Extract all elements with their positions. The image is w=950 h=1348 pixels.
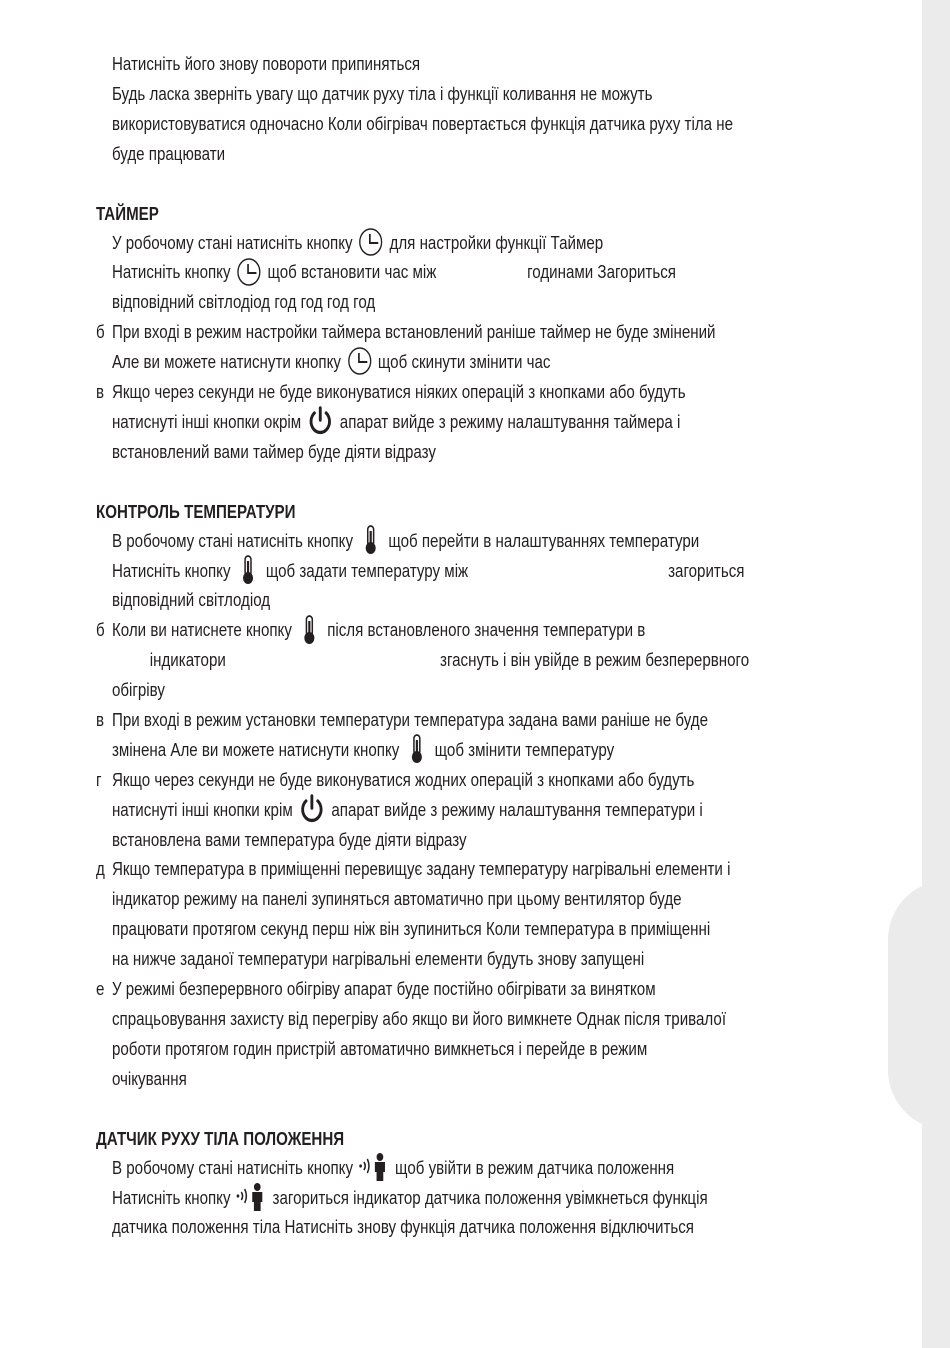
intro-line: Будь ласка зверніть увагу що датчик руху тіла і функції коливання не можуть	[111, 83, 653, 104]
temperature-line: обігріву	[111, 680, 165, 701]
temperature-line	[96, 646, 750, 676]
text: апарат вийде з режиму налаштування таймера і	[339, 411, 681, 432]
text: для настройки функції Таймер	[389, 232, 604, 253]
text: щоб задати температуру між	[265, 560, 469, 581]
motion-heading: ДАТЧИК РУХУ ТІЛА ПОЛОЖЕННЯ	[96, 1128, 345, 1149]
text: після встановленого значення температури в	[327, 620, 646, 641]
text: У режимі безперервного обігріву апарат буде постійно обігрівати за винятком	[111, 979, 656, 1000]
temperature-item	[96, 975, 734, 1005]
temperature-line: встановлена вами температура буде діяти відразу	[111, 829, 467, 850]
item-marker: б	[96, 620, 105, 641]
timer-item	[96, 378, 734, 408]
text: щоб увійти в режим датчика положення	[395, 1157, 675, 1178]
text: При вході в режим настройки таймера встановлений раніше таймер не буде змінений	[111, 322, 716, 343]
text: Натисніть кнопку	[111, 1187, 231, 1208]
motion-sensor-icon	[357, 1152, 391, 1182]
temperature-line: працювати протягом секунд перш ніж він зупиниться Коли температура в приміщенні	[111, 919, 711, 940]
item-marker: в	[96, 382, 105, 403]
timer-line	[96, 229, 734, 259]
intro-line: використовуватися одночасно Коли обігрівач повертається функція датчика руху тіла не	[111, 113, 734, 134]
item-marker: в	[96, 710, 105, 731]
timer-item	[96, 318, 734, 348]
temperature-line: на нижче заданої температури нагрівальні елементи будуть знову запущені	[111, 949, 645, 970]
page-side-tab	[888, 880, 950, 1130]
text: Якщо через секунди не буде виконуватися ніяких операцій з кнопками або будуть	[111, 382, 686, 403]
clock-icon	[345, 346, 374, 376]
power-icon	[305, 406, 335, 436]
text: Натисніть кнопку	[111, 560, 231, 581]
text: Натисніть кнопку	[111, 262, 231, 283]
temperature-item	[96, 616, 734, 646]
text: щоб скинути змінити час	[377, 352, 551, 373]
temperature-line: очікування	[111, 1068, 187, 1089]
timer-line	[96, 408, 734, 438]
thermometer-icon	[357, 525, 384, 555]
temperature-line: спрацьовування захисту від перегріву або якщо ви його вимкнете Однак після тривалої	[111, 1008, 727, 1029]
text: В робочому стані натисніть кнопку	[111, 1157, 354, 1178]
text: В робочому стані натисніть кнопку	[111, 530, 354, 551]
thermometer-icon	[404, 734, 431, 764]
motion-line: датчика положення тіла Натисніть знову функція датчика положення відключиться	[111, 1217, 695, 1238]
thermometer-icon	[296, 615, 323, 645]
text: загориться	[668, 560, 745, 581]
text: щоб перейти в налаштуваннях температури	[388, 530, 700, 551]
timer-line: відповідний світлодіод год год год год	[111, 292, 376, 313]
document-page	[96, 50, 856, 1243]
text: годинами Загориться	[527, 262, 676, 283]
temperature-item	[96, 706, 734, 736]
temperature-line: індикатор режиму на панелі зупиняться автоматично при цьому вентилятор буде	[111, 889, 682, 910]
thermometer-icon	[235, 555, 262, 585]
page-side-strip	[922, 0, 950, 1348]
text: Якщо через секунди не буде виконуватися жодних операцій з кнопками або будуть	[111, 769, 695, 790]
motion-line	[96, 1184, 734, 1214]
temperature-line	[96, 796, 734, 826]
text: змінена Але ви можете натиснути кнопку	[111, 739, 400, 760]
text: апарат вийде з режиму налаштування температури і	[331, 799, 703, 820]
item-marker: д	[96, 859, 105, 880]
text: згаснуть і він увійде в режим безперервного	[440, 650, 750, 671]
motion-sensor-icon	[235, 1182, 269, 1212]
text: щоб змінити температуру	[434, 739, 615, 760]
clock-icon	[357, 227, 386, 257]
text: індикатори	[149, 650, 226, 671]
temperature-line	[96, 736, 734, 766]
intro-line: Натисніть його знову повороти припиняться	[111, 54, 421, 74]
text: щоб встановити час між	[267, 262, 437, 283]
temperature-line: відповідний світлодіод	[111, 590, 271, 611]
clock-icon	[235, 257, 264, 287]
timer-line: встановлений вами таймер буде діяти відразу	[111, 441, 436, 462]
timer-heading: ТАЙМЕР	[96, 203, 159, 224]
motion-line	[96, 1154, 734, 1184]
text: загориться індикатор датчика положення увімкнеться функція	[272, 1187, 708, 1208]
timer-line	[96, 348, 734, 378]
temperature-line: роботи протягом годин пристрій автоматично вимкнеться і перейде в режим	[111, 1038, 648, 1059]
timer-line	[96, 258, 734, 288]
text: При вході в режим установки температури температура задана вами раніше не буде	[111, 710, 708, 731]
temperature-line	[96, 527, 734, 557]
item-marker: г	[96, 769, 102, 790]
text: натиснуті інші кнопки крім	[111, 799, 293, 820]
item-marker: б	[96, 322, 105, 343]
text: натиснуті інші кнопки окрім	[111, 411, 302, 432]
temperature-heading: КОНТРОЛЬ ТЕМПЕРАТУРИ	[96, 501, 296, 522]
text: Коли ви натиснете кнопку	[111, 620, 292, 641]
temperature-line	[96, 557, 745, 587]
text: Якщо температура в приміщенні перевищує задану температуру нагрівальні елементи і	[111, 859, 731, 880]
temperature-item	[96, 766, 734, 796]
temperature-item	[96, 855, 734, 885]
power-icon	[297, 794, 327, 824]
text: У робочому стані натисніть кнопку	[111, 232, 353, 253]
text: Але ви можете натиснути кнопку	[111, 352, 341, 373]
intro-line: буде працювати	[111, 143, 226, 164]
item-marker: е	[96, 979, 105, 1000]
